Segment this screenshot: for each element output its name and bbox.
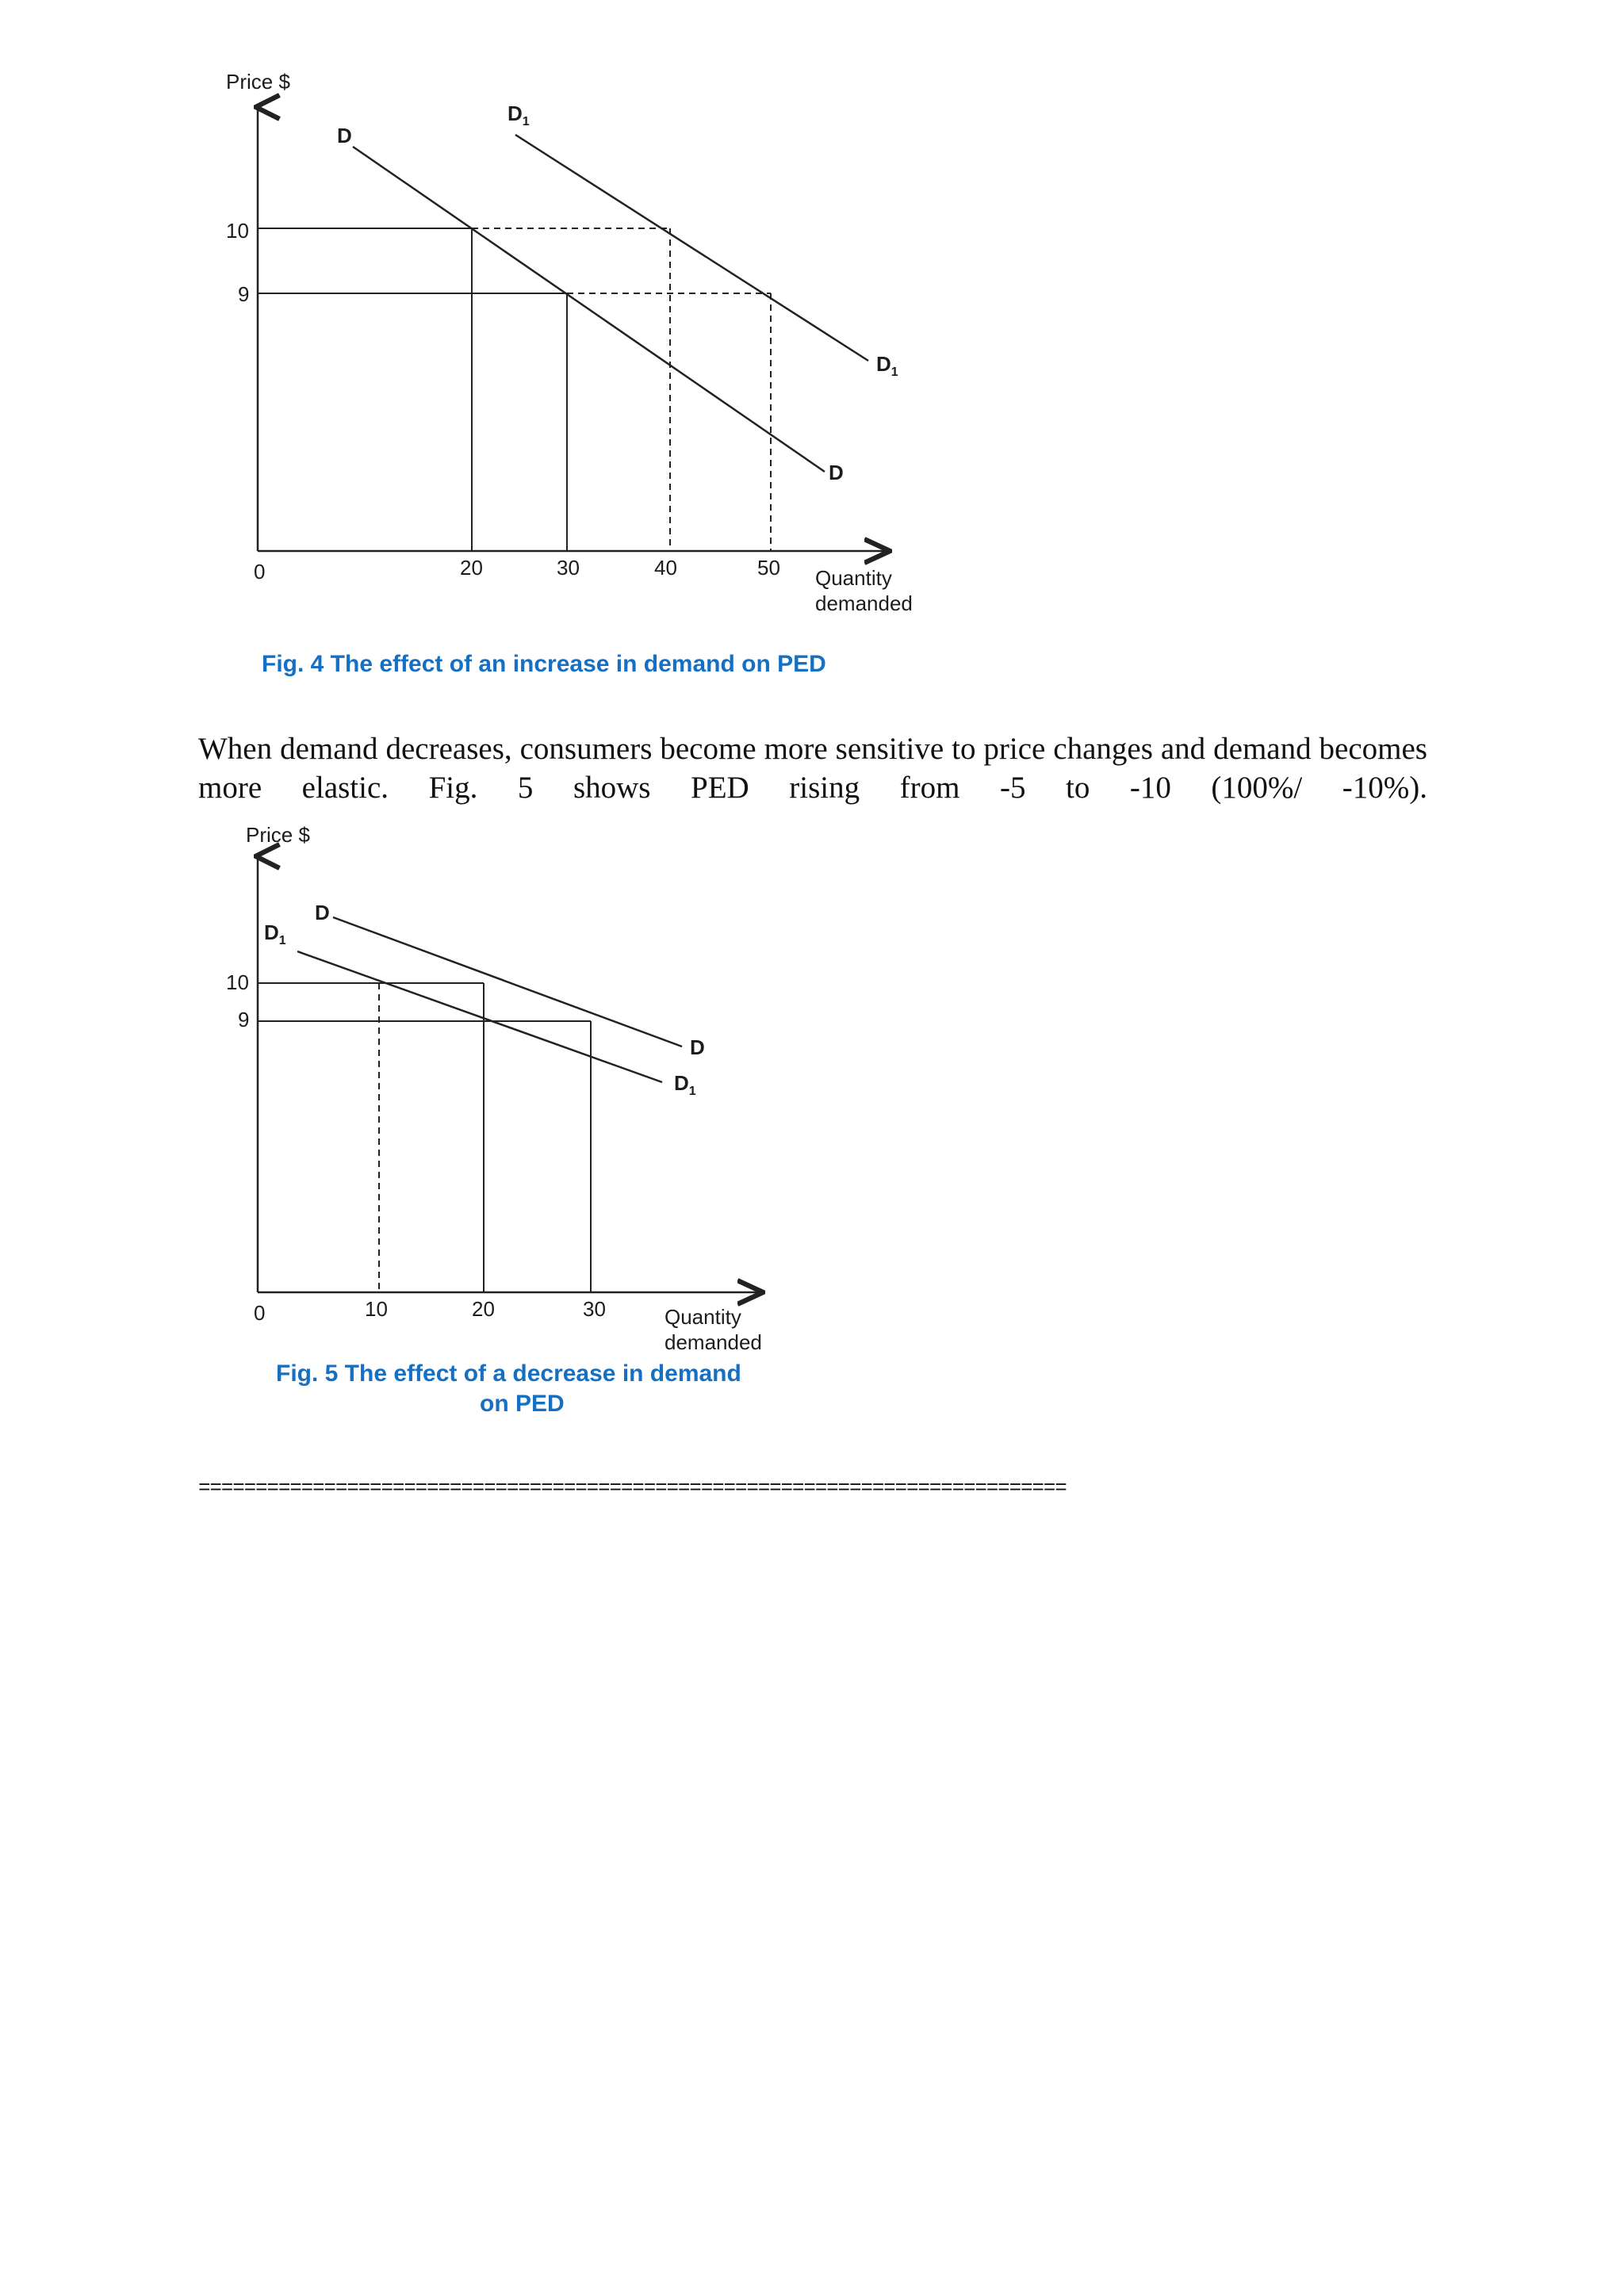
curve-label-d-top: D	[337, 124, 352, 147]
x-tick-40: 40	[654, 556, 677, 580]
x-tick-30: 30	[557, 556, 580, 580]
x-tick-10: 10	[365, 1297, 388, 1321]
origin-label: 0	[254, 1301, 266, 1325]
curve-label-d-top: D	[315, 901, 330, 924]
figure-5	[198, 817, 801, 1435]
body-paragraph: When demand decreases, consumers become more sensitive to price changes and demand becomes more elastic. Fig. 5 shows PED rising from -5 to -10 (100%/ -10%).	[198, 732, 1427, 805]
figure-4-chart	[198, 48, 952, 706]
curve-label-d-bottom: D	[690, 1035, 705, 1059]
curve-label-d-bottom: D	[829, 461, 844, 484]
x-axis-label-line2: demanded	[815, 591, 913, 615]
curve-label-d1-bottom: $D_1$	[674, 1071, 696, 1098]
x-tick-20: 20	[460, 556, 483, 580]
origin-label: 0	[254, 560, 266, 584]
y-axis-label: Price $	[226, 70, 290, 94]
y-tick-9: 9	[238, 282, 250, 306]
x-axis-label-line1: Quantity	[815, 566, 892, 590]
y-tick-9: 9	[238, 1008, 250, 1031]
figure-5-caption-line2: on PED	[480, 1391, 565, 1417]
x-axis-label-line2: demanded	[665, 1330, 762, 1354]
figure-5-caption-line1: Fig. 5 The effect of a decrease in demand	[276, 1360, 741, 1387]
x-tick-50: 50	[757, 556, 780, 580]
x-axis-label-line1: Quantity	[665, 1305, 741, 1329]
figure-4	[198, 48, 952, 706]
figure-5-chart	[198, 817, 801, 1435]
y-tick-10: 10	[226, 219, 249, 243]
figure-4-caption: Fig. 4 The effect of an increase in demand on PED	[262, 651, 826, 677]
separator-line: ============================================================================	[198, 1476, 1067, 1500]
demand-curve-d	[353, 147, 825, 472]
curve-label-d1-bottom: $D_1$	[876, 352, 898, 379]
curve-label-d1-top: $D_1$	[508, 101, 530, 128]
y-axis-label: Price $	[246, 823, 310, 847]
x-tick-30: 30	[583, 1297, 606, 1321]
curve-label-d1-top: $D_1$	[264, 920, 286, 947]
x-tick-20: 20	[472, 1297, 495, 1321]
y-tick-10: 10	[226, 970, 249, 994]
demand-curve-d1	[515, 135, 868, 361]
